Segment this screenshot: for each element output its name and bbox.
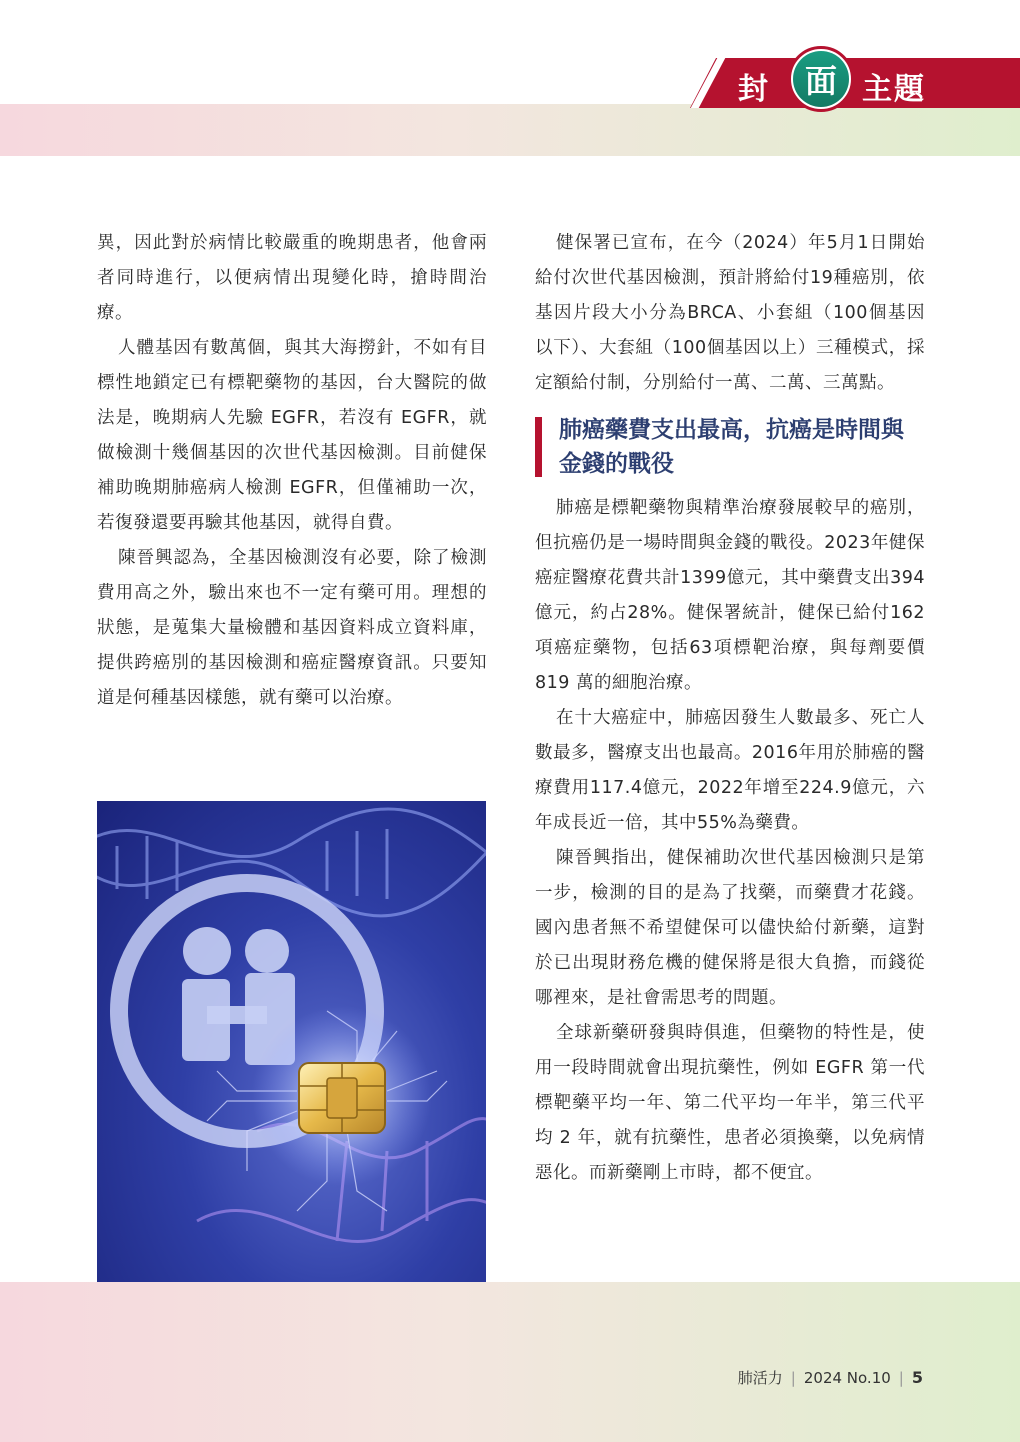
section-banner: [690, 58, 1020, 108]
footer-separator: |: [790, 1368, 796, 1387]
right-paragraph-1: 肺癌是標靶藥物與精準治療發展較早的癌別，但抗癌仍是一場時間與金錢的戰役。2023年健保癌症醫療花費共計1399億元，其中藥費支出394億元，約占28%。健保署統計，健保已給付162項癌症藥物，包括63項標靶治療，與每劑要價 819 萬的細胞治療。: [535, 498, 925, 693]
banner-circle: [788, 46, 854, 112]
left-column: [97, 226, 487, 716]
sim-chip: [299, 1063, 385, 1133]
section-subheading: [535, 413, 925, 481]
left-paragraph-1: 異，因此對於病情比較嚴重的晚期患者，他會兩者同時進行，以便病情出現變化時，搶時間治療。: [97, 233, 487, 323]
right-paragraph-4: 全球新藥研發與時俱進，但藥物的特性是，使用一段時間就會出現抗藥性，例如 EGFR 第一代標靶藥平均一年、第二代平均一年半，第三代平均 2 年，就有抗藥性，患者必須換藥，以免病情惡化。而新藥剛上市時，都不便宜。: [535, 1023, 925, 1183]
subheading-accent-bar: [535, 417, 542, 477]
footer-separator: |: [898, 1368, 904, 1387]
right-paragraph-2: 在十大癌症中，肺癌因發生人數最多、死亡人數最多，醫療支出也最高。2016年用於肺癌的醫療費用117.4億元，2022年增至224.9億元，六年成長近一倍，其中55%為藥費。: [535, 708, 925, 833]
left-paragraph-2: 人體基因有數萬個，與其大海撈針，不如有目標性地鎖定已有標靶藥物的基因，台大醫院的做法是，晚期病人先驗 EGFR，若沒有 EGFR，就做檢測十幾個基因的次世代基因檢測。目前健保補助晚期肺癌病人檢測 EGFR，但僅補助一次，若復發還要再驗其他基因，就得自費。: [97, 338, 487, 533]
banner-char-2: 主題: [862, 72, 926, 107]
magazine-name: 肺活力: [737, 1369, 783, 1387]
right-intro-paragraph: 健保署已宣布，在今（2024）年5月1日開始給付次世代基因檢測，預計將給付19種癌別，依基因片段大小分為BRCA、小套組（100個基因以下）、大套組（100個基因以上）三種模式，採定額給付制，分別給付一萬、二萬、三萬點。: [535, 233, 925, 393]
illustration-chip-dna: [97, 801, 486, 1319]
footer-band: [0, 1282, 1020, 1442]
page-footer: [738, 1367, 923, 1388]
banner-char-1: 封: [738, 72, 770, 107]
right-column: [535, 226, 925, 1191]
right-paragraph-3: 陳晉興指出，健保補助次世代基因檢測只是第一步，檢測的目的是為了找藥，而藥費才花錢。國內患者無不希望健保可以儘快給付新藥，這對於已出現財務危機的健保將是很大負擔，而錢從哪裡來，是社會需思考的問題。: [535, 848, 925, 1008]
issue-label: 2024 No.10: [803, 1368, 891, 1387]
subheading-text: 肺癌藥費支出最高，抗癌是時間與金錢的戰役: [559, 417, 904, 477]
left-paragraph-3: 陳晉興認為，全基因檢測沒有必要，除了檢測費用高之外，驗出來也不一定有藥可用。理想的狀態，是蒐集大量檢體和基因資料成立資料庫，提供跨癌別的基因檢測和癌症醫療資訊。只要知道是何種基因樣態，就有藥可以治療。: [97, 548, 487, 708]
page-number: 5: [911, 1368, 923, 1387]
banner-circle-char: 面: [793, 51, 849, 107]
header-band: [0, 104, 1020, 156]
illustration-svg: [97, 801, 486, 1319]
